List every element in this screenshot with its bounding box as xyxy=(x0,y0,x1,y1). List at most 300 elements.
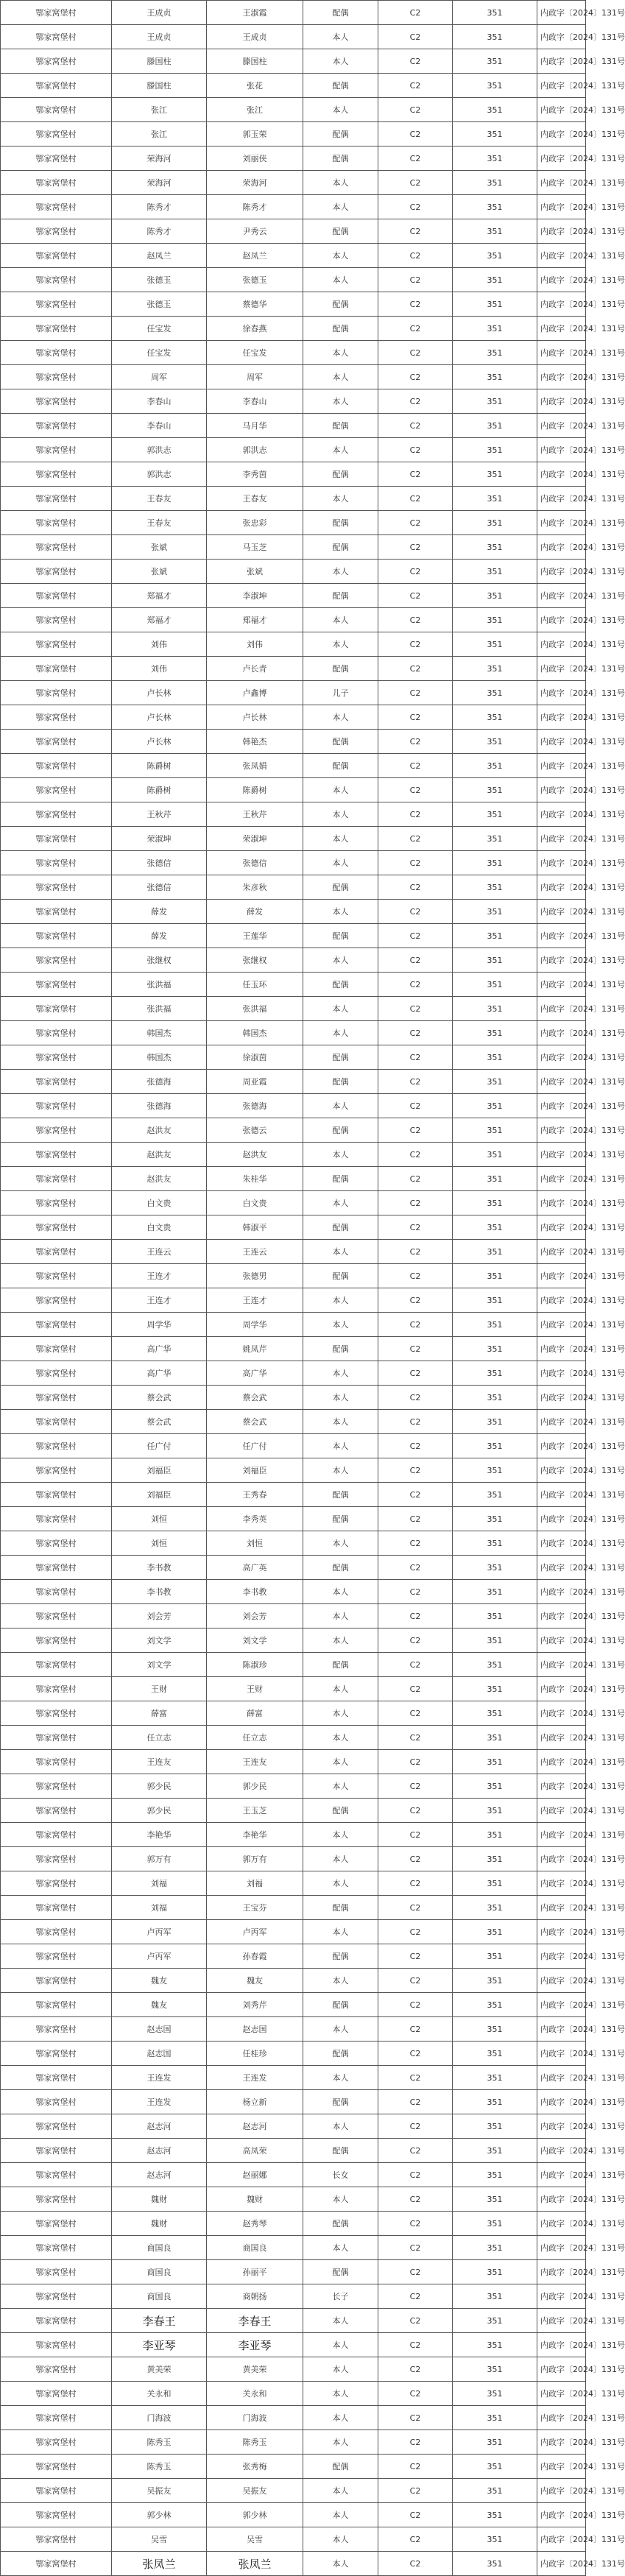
cell-household-head: 刘福 xyxy=(112,1871,207,1896)
cell-village: 鄂家窝堡村 xyxy=(1,487,112,511)
table-row xyxy=(1,1410,586,1434)
cell-relation: 本人 xyxy=(303,2503,378,2527)
cell-count: 351 xyxy=(453,2357,537,2382)
cell-name: 王连才 xyxy=(207,1288,303,1313)
cell-relation: 配偶 xyxy=(303,2090,378,2114)
cell-name: 任玉环 xyxy=(207,973,303,997)
cell-relation: 本人 xyxy=(303,389,378,414)
cell-village: 鄂家窝堡村 xyxy=(1,2455,112,2479)
cell-doc-no: 内政字〔2024〕131号 xyxy=(537,98,586,122)
cell-household-head: 王秋芹 xyxy=(112,802,207,827)
cell-count: 351 xyxy=(453,74,537,98)
cell-doc-no: 内政字〔2024〕131号 xyxy=(537,730,586,754)
cell-relation: 配偶 xyxy=(303,754,378,778)
cell-type: C2 xyxy=(378,2212,453,2236)
cell-relation: 配偶 xyxy=(303,219,378,244)
cell-relation: 儿子 xyxy=(303,681,378,705)
cell-relation: 本人 xyxy=(303,1920,378,1944)
cell-type: C2 xyxy=(378,900,453,924)
table-row xyxy=(1,2357,586,2382)
cell-village: 鄂家窝堡村 xyxy=(1,2260,112,2284)
cell-name: 赵丽娜 xyxy=(207,2163,303,2187)
cell-type: C2 xyxy=(378,171,453,195)
cell-type: C2 xyxy=(378,2406,453,2430)
cell-relation: 本人 xyxy=(303,900,378,924)
cell-doc-no: 内政字〔2024〕131号 xyxy=(537,924,586,948)
cell-relation: 本人 xyxy=(303,997,378,1021)
cell-village: 鄂家窝堡村 xyxy=(1,1361,112,1386)
cell-household-head: 荣海河 xyxy=(112,171,207,195)
cell-count: 351 xyxy=(453,973,537,997)
cell-household-head: 周军 xyxy=(112,365,207,389)
cell-count: 351 xyxy=(453,1191,537,1215)
cell-count: 351 xyxy=(453,438,537,462)
cell-count: 351 xyxy=(453,1993,537,2017)
cell-count: 351 xyxy=(453,1944,537,1969)
table-row xyxy=(1,2260,586,2284)
cell-village: 鄂家窝堡村 xyxy=(1,997,112,1021)
cell-doc-no: 内政字〔2024〕131号 xyxy=(537,1847,586,1871)
cell-household-head: 魏财 xyxy=(112,2212,207,2236)
cell-relation: 本人 xyxy=(303,98,378,122)
cell-count: 351 xyxy=(453,632,537,657)
cell-name: 孙丽平 xyxy=(207,2260,303,2284)
cell-name: 赵秀琴 xyxy=(207,2212,303,2236)
cell-village: 鄂家窝堡村 xyxy=(1,2503,112,2527)
cell-relation: 配偶 xyxy=(303,1993,378,2017)
table-row xyxy=(1,2017,586,2042)
cell-name: 张德信 xyxy=(207,851,303,875)
cell-type: C2 xyxy=(378,389,453,414)
cell-household-head: 高广华 xyxy=(112,1361,207,1386)
cell-doc-no: 内政字〔2024〕131号 xyxy=(537,1507,586,1531)
cell-name: 韩国杰 xyxy=(207,1021,303,1045)
cell-household-head: 薛发 xyxy=(112,924,207,948)
cell-doc-no: 内政字〔2024〕131号 xyxy=(537,1896,586,1920)
cell-village: 鄂家窝堡村 xyxy=(1,49,112,74)
cell-village: 鄂家窝堡村 xyxy=(1,1,112,25)
cell-count: 351 xyxy=(453,219,537,244)
cell-village: 鄂家窝堡村 xyxy=(1,74,112,98)
table-row xyxy=(1,535,586,560)
cell-household-head: 郭少林 xyxy=(112,2503,207,2527)
cell-type: C2 xyxy=(378,1215,453,1240)
table-row xyxy=(1,414,586,438)
cell-type: C2 xyxy=(378,98,453,122)
table-row xyxy=(1,98,586,122)
cell-doc-no: 内政字〔2024〕131号 xyxy=(537,1774,586,1799)
cell-type: C2 xyxy=(378,511,453,535)
cell-type: C2 xyxy=(378,317,453,341)
cell-type: C2 xyxy=(378,632,453,657)
cell-household-head: 刘文学 xyxy=(112,1653,207,1677)
cell-type: C2 xyxy=(378,1264,453,1288)
cell-relation: 本人 xyxy=(303,778,378,802)
cell-village: 鄂家窝堡村 xyxy=(1,2479,112,2503)
cell-type: C2 xyxy=(378,2430,453,2455)
cell-village: 鄂家窝堡村 xyxy=(1,1920,112,1944)
cell-household-head: 蔡会武 xyxy=(112,1386,207,1410)
cell-name: 张忠彩 xyxy=(207,511,303,535)
cell-household-head: 郭少民 xyxy=(112,1774,207,1799)
cell-name: 张花 xyxy=(207,74,303,98)
cell-household-head: 魏财 xyxy=(112,2187,207,2212)
cell-household-head: 李春山 xyxy=(112,414,207,438)
cell-village: 鄂家窝堡村 xyxy=(1,171,112,195)
cell-village: 鄂家窝堡村 xyxy=(1,657,112,681)
cell-relation: 本人 xyxy=(303,802,378,827)
cell-count: 351 xyxy=(453,2236,537,2260)
cell-count: 351 xyxy=(453,1070,537,1094)
cell-type: C2 xyxy=(378,1871,453,1896)
cell-type: C2 xyxy=(378,1580,453,1604)
cell-village: 鄂家窝堡村 xyxy=(1,1944,112,1969)
cell-doc-no: 内政字〔2024〕131号 xyxy=(537,1070,586,1094)
cell-name: 李秀英 xyxy=(207,1507,303,1531)
cell-relation: 本人 xyxy=(303,487,378,511)
cell-doc-no: 内政字〔2024〕131号 xyxy=(537,1288,586,1313)
cell-doc-no: 内政字〔2024〕131号 xyxy=(537,1094,586,1118)
cell-relation: 本人 xyxy=(303,1434,378,1458)
cell-name: 关永和 xyxy=(207,2382,303,2406)
cell-household-head: 张凤兰 xyxy=(112,2552,207,2576)
cell-relation: 本人 xyxy=(303,171,378,195)
table-row xyxy=(1,219,586,244)
cell-count: 351 xyxy=(453,1823,537,1847)
cell-doc-no: 内政字〔2024〕131号 xyxy=(537,2236,586,2260)
cell-village: 鄂家窝堡村 xyxy=(1,973,112,997)
cell-household-head: 赵洪友 xyxy=(112,1118,207,1143)
cell-relation: 本人 xyxy=(303,2406,378,2430)
cell-count: 351 xyxy=(453,1653,537,1677)
cell-doc-no: 内政字〔2024〕131号 xyxy=(537,778,586,802)
cell-doc-no: 内政字〔2024〕131号 xyxy=(537,2163,586,2187)
cell-count: 351 xyxy=(453,2503,537,2527)
cell-count: 351 xyxy=(453,1143,537,1167)
cell-relation: 配偶 xyxy=(303,1337,378,1361)
cell-relation: 配偶 xyxy=(303,924,378,948)
cell-village: 鄂家窝堡村 xyxy=(1,1240,112,1264)
table-row xyxy=(1,1799,586,1823)
cell-name: 郭洪志 xyxy=(207,438,303,462)
cell-relation: 配偶 xyxy=(303,511,378,535)
cell-name: 郭少林 xyxy=(207,2503,303,2527)
cell-relation: 本人 xyxy=(303,2236,378,2260)
cell-relation: 本人 xyxy=(303,1750,378,1774)
cell-name: 张继权 xyxy=(207,948,303,973)
cell-name: 高广英 xyxy=(207,1556,303,1580)
cell-type: C2 xyxy=(378,1701,453,1726)
cell-count: 351 xyxy=(453,560,537,584)
cell-village: 鄂家窝堡村 xyxy=(1,219,112,244)
cell-relation: 配偶 xyxy=(303,462,378,487)
table-row xyxy=(1,1556,586,1580)
cell-relation: 本人 xyxy=(303,2430,378,2455)
cell-village: 鄂家窝堡村 xyxy=(1,1993,112,2017)
table-row xyxy=(1,2114,586,2139)
cell-type: C2 xyxy=(378,560,453,584)
cell-name: 杨立新 xyxy=(207,2090,303,2114)
cell-type: C2 xyxy=(378,25,453,49)
cell-doc-no: 内政字〔2024〕131号 xyxy=(537,2455,586,2479)
cell-count: 351 xyxy=(453,948,537,973)
cell-name: 韩淑平 xyxy=(207,1215,303,1240)
cell-doc-no: 内政字〔2024〕131号 xyxy=(537,1021,586,1045)
table-row xyxy=(1,2552,586,2576)
cell-village: 鄂家窝堡村 xyxy=(1,2090,112,2114)
cell-relation: 配偶 xyxy=(303,74,378,98)
cell-doc-no: 内政字〔2024〕131号 xyxy=(537,1799,586,1823)
cell-count: 351 xyxy=(453,851,537,875)
cell-doc-no: 内政字〔2024〕131号 xyxy=(537,171,586,195)
cell-household-head: 张洪福 xyxy=(112,997,207,1021)
table-row xyxy=(1,2042,586,2066)
cell-household-head: 王春友 xyxy=(112,511,207,535)
cell-village: 鄂家窝堡村 xyxy=(1,2309,112,2333)
cell-village: 鄂家窝堡村 xyxy=(1,2114,112,2139)
table-row xyxy=(1,1264,586,1288)
cell-name: 滕国柱 xyxy=(207,49,303,74)
cell-doc-no: 内政字〔2024〕131号 xyxy=(537,608,586,632)
cell-household-head: 任宝发 xyxy=(112,317,207,341)
cell-household-head: 刘福臣 xyxy=(112,1483,207,1507)
table-row xyxy=(1,2455,586,2479)
cell-name: 卢鑫博 xyxy=(207,681,303,705)
cell-doc-no: 内政字〔2024〕131号 xyxy=(537,2066,586,2090)
cell-name: 郭万有 xyxy=(207,1847,303,1871)
cell-count: 351 xyxy=(453,1969,537,1993)
cell-count: 351 xyxy=(453,292,537,317)
table-row xyxy=(1,1240,586,1264)
cell-relation: 本人 xyxy=(303,632,378,657)
cell-count: 351 xyxy=(453,1896,537,1920)
table-row xyxy=(1,1677,586,1701)
cell-doc-no: 内政字〔2024〕131号 xyxy=(537,1677,586,1701)
cell-name: 黄美荣 xyxy=(207,2357,303,2382)
cell-doc-no: 内政字〔2024〕131号 xyxy=(537,2212,586,2236)
cell-count: 351 xyxy=(453,900,537,924)
cell-name: 吴振友 xyxy=(207,2479,303,2503)
cell-count: 351 xyxy=(453,1920,537,1944)
cell-village: 鄂家窝堡村 xyxy=(1,851,112,875)
cell-doc-no: 内政字〔2024〕131号 xyxy=(537,219,586,244)
cell-relation: 本人 xyxy=(303,244,378,268)
cell-count: 351 xyxy=(453,1774,537,1799)
cell-type: C2 xyxy=(378,875,453,900)
cell-village: 鄂家窝堡村 xyxy=(1,948,112,973)
cell-village: 鄂家窝堡村 xyxy=(1,1969,112,1993)
cell-household-head: 王连发 xyxy=(112,2090,207,2114)
cell-relation: 配偶 xyxy=(303,875,378,900)
cell-count: 351 xyxy=(453,778,537,802)
cell-doc-no: 内政字〔2024〕131号 xyxy=(537,1118,586,1143)
cell-village: 鄂家窝堡村 xyxy=(1,122,112,147)
cell-village: 鄂家窝堡村 xyxy=(1,1507,112,1531)
table-row xyxy=(1,632,586,657)
cell-village: 鄂家窝堡村 xyxy=(1,341,112,365)
cell-name: 王秋芹 xyxy=(207,802,303,827)
cell-type: C2 xyxy=(378,1458,453,1483)
cell-village: 鄂家窝堡村 xyxy=(1,1313,112,1337)
cell-type: C2 xyxy=(378,365,453,389)
cell-count: 351 xyxy=(453,49,537,74)
cell-doc-no: 内政字〔2024〕131号 xyxy=(537,681,586,705)
cell-count: 351 xyxy=(453,414,537,438)
cell-village: 鄂家窝堡村 xyxy=(1,511,112,535)
cell-doc-no: 内政字〔2024〕131号 xyxy=(537,1215,586,1240)
cell-household-head: 刘文学 xyxy=(112,1628,207,1653)
cell-type: C2 xyxy=(378,462,453,487)
cell-type: C2 xyxy=(378,1653,453,1677)
cell-count: 351 xyxy=(453,2139,537,2163)
cell-village: 鄂家窝堡村 xyxy=(1,1774,112,1799)
cell-village: 鄂家窝堡村 xyxy=(1,1118,112,1143)
cell-relation: 本人 xyxy=(303,705,378,730)
cell-name: 郭玉荣 xyxy=(207,122,303,147)
cell-relation: 本人 xyxy=(303,851,378,875)
cell-relation: 本人 xyxy=(303,1191,378,1215)
cell-village: 鄂家窝堡村 xyxy=(1,1604,112,1628)
table-row xyxy=(1,1313,586,1337)
cell-household-head: 卢长林 xyxy=(112,681,207,705)
cell-type: C2 xyxy=(378,195,453,219)
cell-household-head: 卢长林 xyxy=(112,705,207,730)
cell-name: 王财 xyxy=(207,1677,303,1701)
cell-household-head: 李亚琴 xyxy=(112,2333,207,2357)
cell-doc-no: 内政字〔2024〕131号 xyxy=(537,1701,586,1726)
cell-type: C2 xyxy=(378,535,453,560)
cell-village: 鄂家窝堡村 xyxy=(1,1215,112,1240)
cell-relation: 本人 xyxy=(303,1628,378,1653)
cell-doc-no: 内政字〔2024〕131号 xyxy=(537,754,586,778)
table-row xyxy=(1,462,586,487)
cell-household-head: 魏友 xyxy=(112,1993,207,2017)
cell-type: C2 xyxy=(378,1,453,25)
cell-name: 徐春燕 xyxy=(207,317,303,341)
cell-relation: 配偶 xyxy=(303,1556,378,1580)
table-row xyxy=(1,438,586,462)
cell-type: C2 xyxy=(378,802,453,827)
cell-type: C2 xyxy=(378,1750,453,1774)
cell-name: 张江 xyxy=(207,98,303,122)
table-row xyxy=(1,1434,586,1458)
table-row xyxy=(1,1847,586,1871)
cell-household-head: 王连才 xyxy=(112,1264,207,1288)
table-row xyxy=(1,681,586,705)
cell-name: 周学华 xyxy=(207,1313,303,1337)
cell-name: 张凤娟 xyxy=(207,754,303,778)
cell-name: 李亚琴 xyxy=(207,2333,303,2357)
cell-village: 鄂家窝堡村 xyxy=(1,147,112,171)
cell-name: 郑福才 xyxy=(207,608,303,632)
cell-count: 351 xyxy=(453,1,537,25)
cell-count: 351 xyxy=(453,1313,537,1337)
cell-type: C2 xyxy=(378,122,453,147)
table-row xyxy=(1,49,586,74)
cell-count: 351 xyxy=(453,1386,537,1410)
cell-relation: 本人 xyxy=(303,2382,378,2406)
cell-village: 鄂家窝堡村 xyxy=(1,2284,112,2309)
cell-type: C2 xyxy=(378,487,453,511)
cell-count: 351 xyxy=(453,584,537,608)
cell-village: 鄂家窝堡村 xyxy=(1,875,112,900)
table-row xyxy=(1,1580,586,1604)
table-row xyxy=(1,171,586,195)
table-row xyxy=(1,2309,586,2333)
cell-relation: 配偶 xyxy=(303,1167,378,1191)
cell-doc-no: 内政字〔2024〕131号 xyxy=(537,535,586,560)
cell-relation: 配偶 xyxy=(303,1215,378,1240)
table-row xyxy=(1,317,586,341)
cell-village: 鄂家窝堡村 xyxy=(1,1458,112,1483)
cell-relation: 本人 xyxy=(303,1969,378,1993)
cell-relation: 本人 xyxy=(303,2333,378,2357)
table-row xyxy=(1,778,586,802)
cell-count: 351 xyxy=(453,1750,537,1774)
cell-name: 卢长林 xyxy=(207,705,303,730)
table-row xyxy=(1,657,586,681)
cell-name: 任宝发 xyxy=(207,341,303,365)
table-row xyxy=(1,1288,586,1313)
cell-count: 351 xyxy=(453,1531,537,1556)
cell-count: 351 xyxy=(453,365,537,389)
cell-type: C2 xyxy=(378,1969,453,1993)
cell-type: C2 xyxy=(378,438,453,462)
cell-type: C2 xyxy=(378,74,453,98)
cell-doc-no: 内政字〔2024〕131号 xyxy=(537,268,586,292)
cell-household-head: 王春友 xyxy=(112,487,207,511)
table-row xyxy=(1,1094,586,1118)
table-row xyxy=(1,1215,586,1240)
table-row xyxy=(1,1750,586,1774)
cell-doc-no: 内政字〔2024〕131号 xyxy=(537,2357,586,2382)
cell-doc-no: 内政字〔2024〕131号 xyxy=(537,1920,586,1944)
cell-name: 姚凤芹 xyxy=(207,1337,303,1361)
cell-name: 荣海河 xyxy=(207,171,303,195)
cell-household-head: 韩国杰 xyxy=(112,1021,207,1045)
cell-count: 351 xyxy=(453,1726,537,1750)
cell-count: 351 xyxy=(453,535,537,560)
cell-type: C2 xyxy=(378,2042,453,2066)
cell-relation: 本人 xyxy=(303,2309,378,2333)
cell-relation: 本人 xyxy=(303,948,378,973)
table-row xyxy=(1,851,586,875)
cell-count: 351 xyxy=(453,1410,537,1434)
cell-type: C2 xyxy=(378,2066,453,2090)
table-row xyxy=(1,2236,586,2260)
cell-count: 351 xyxy=(453,171,537,195)
cell-type: C2 xyxy=(378,608,453,632)
cell-count: 351 xyxy=(453,705,537,730)
cell-household-head: 薛富 xyxy=(112,1701,207,1726)
cell-relation: 本人 xyxy=(303,1701,378,1726)
cell-type: C2 xyxy=(378,754,453,778)
cell-household-head: 陈秀才 xyxy=(112,219,207,244)
cell-household-head: 刘伟 xyxy=(112,632,207,657)
cell-type: C2 xyxy=(378,584,453,608)
cell-type: C2 xyxy=(378,2552,453,2576)
cell-doc-no: 内政字〔2024〕131号 xyxy=(537,1944,586,1969)
cell-name: 薛富 xyxy=(207,1701,303,1726)
cell-count: 351 xyxy=(453,2552,537,2576)
cell-household-head: 张继权 xyxy=(112,948,207,973)
cell-village: 鄂家窝堡村 xyxy=(1,1288,112,1313)
cell-count: 351 xyxy=(453,657,537,681)
cell-name: 刘福臣 xyxy=(207,1458,303,1483)
cell-doc-no: 内政字〔2024〕131号 xyxy=(537,122,586,147)
table-row xyxy=(1,1070,586,1094)
cell-relation: 配偶 xyxy=(303,2455,378,2479)
